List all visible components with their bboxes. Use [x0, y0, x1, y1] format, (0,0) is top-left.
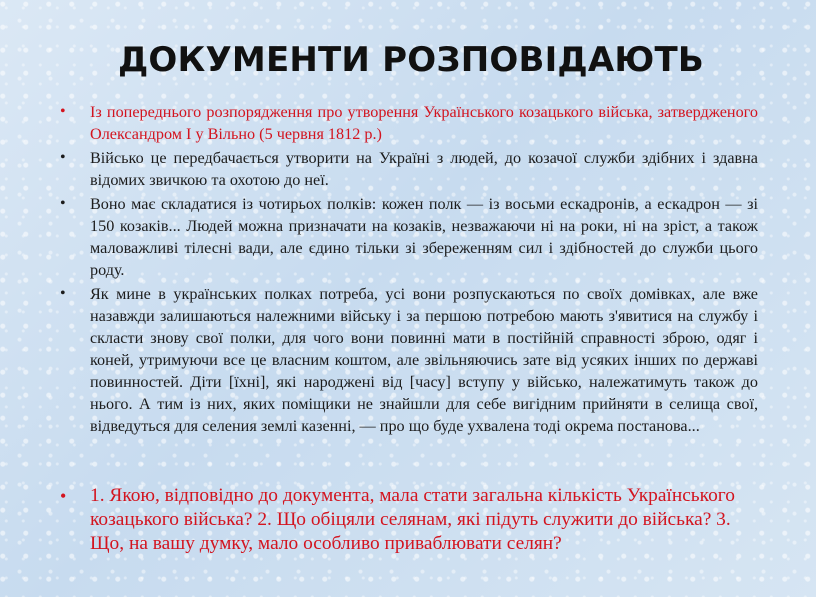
bullet-icon: •	[60, 486, 67, 506]
bullet-icon: •	[60, 285, 66, 302]
document-excerpt-list	[60, 101, 758, 439]
document-paragraph	[60, 193, 758, 281]
document-paragraph	[60, 147, 758, 191]
questions-block	[60, 484, 758, 556]
paragraph-text: Із попереднього розпорядження про утворення Українського козацького війська, затвердженого Олександром І у Вільно (5 червня 1812 р.)	[90, 103, 758, 143]
questions-text: 1. Якою, відповідно до документа, мала стати загальна кількість Українського козацького війська? 2. Що обіцяли селянам, які підуть служити до війська? 3. Що, на вашу думку, мало особливо приваблювати селян?	[90, 485, 735, 554]
slide-title: ДОКУМЕНТИ РОЗПОВІДАЮТЬ	[117, 40, 705, 80]
document-source-paragraph	[60, 101, 758, 145]
bullet-icon: •	[60, 195, 66, 212]
document-paragraph	[60, 283, 758, 437]
paragraph-text: Військо це передбачається утворити на Україні з людей, до козачої служби здібних і здавна відомих звичкою та охотою до неї.	[90, 149, 758, 189]
bullet-icon: •	[60, 149, 66, 166]
paragraph-text: Воно має складатися із чотирьох полків: кожен полк — із восьми ескадронів, а ескадрон — зі 150 козаків... Людей можна призначати на козаків, незважаючи ні на роки, ні на зріст, а також маловажливі тілесні вади, але єдино тільки зі збереженням сил і здібностей до служби цього роду.	[90, 195, 758, 279]
paragraph-text: Як мине в українських полках потреба, усі вони розпускаються по своїх домівках, але вже назавжди залишаються належними війську і за першою потребою мають з'явитися на службу і скласти знову свої полки, для чого вони повинні мати в постійній справності зброю, одяг і коней, утримуючи все це власним коштом, але звільняючись зате від усяких інших по державі повинностей. Діти [їхні], які народжені від [часу] вступу у військо, належатимуть також до нього. А тим із них, яких поміщики не знайшли для себе вигідним прийняти в селища свої, відведуться для селения землі казенні, — про що буде ухвалена тоді окрема постанова...	[90, 285, 758, 435]
bullet-icon: •	[60, 103, 66, 120]
